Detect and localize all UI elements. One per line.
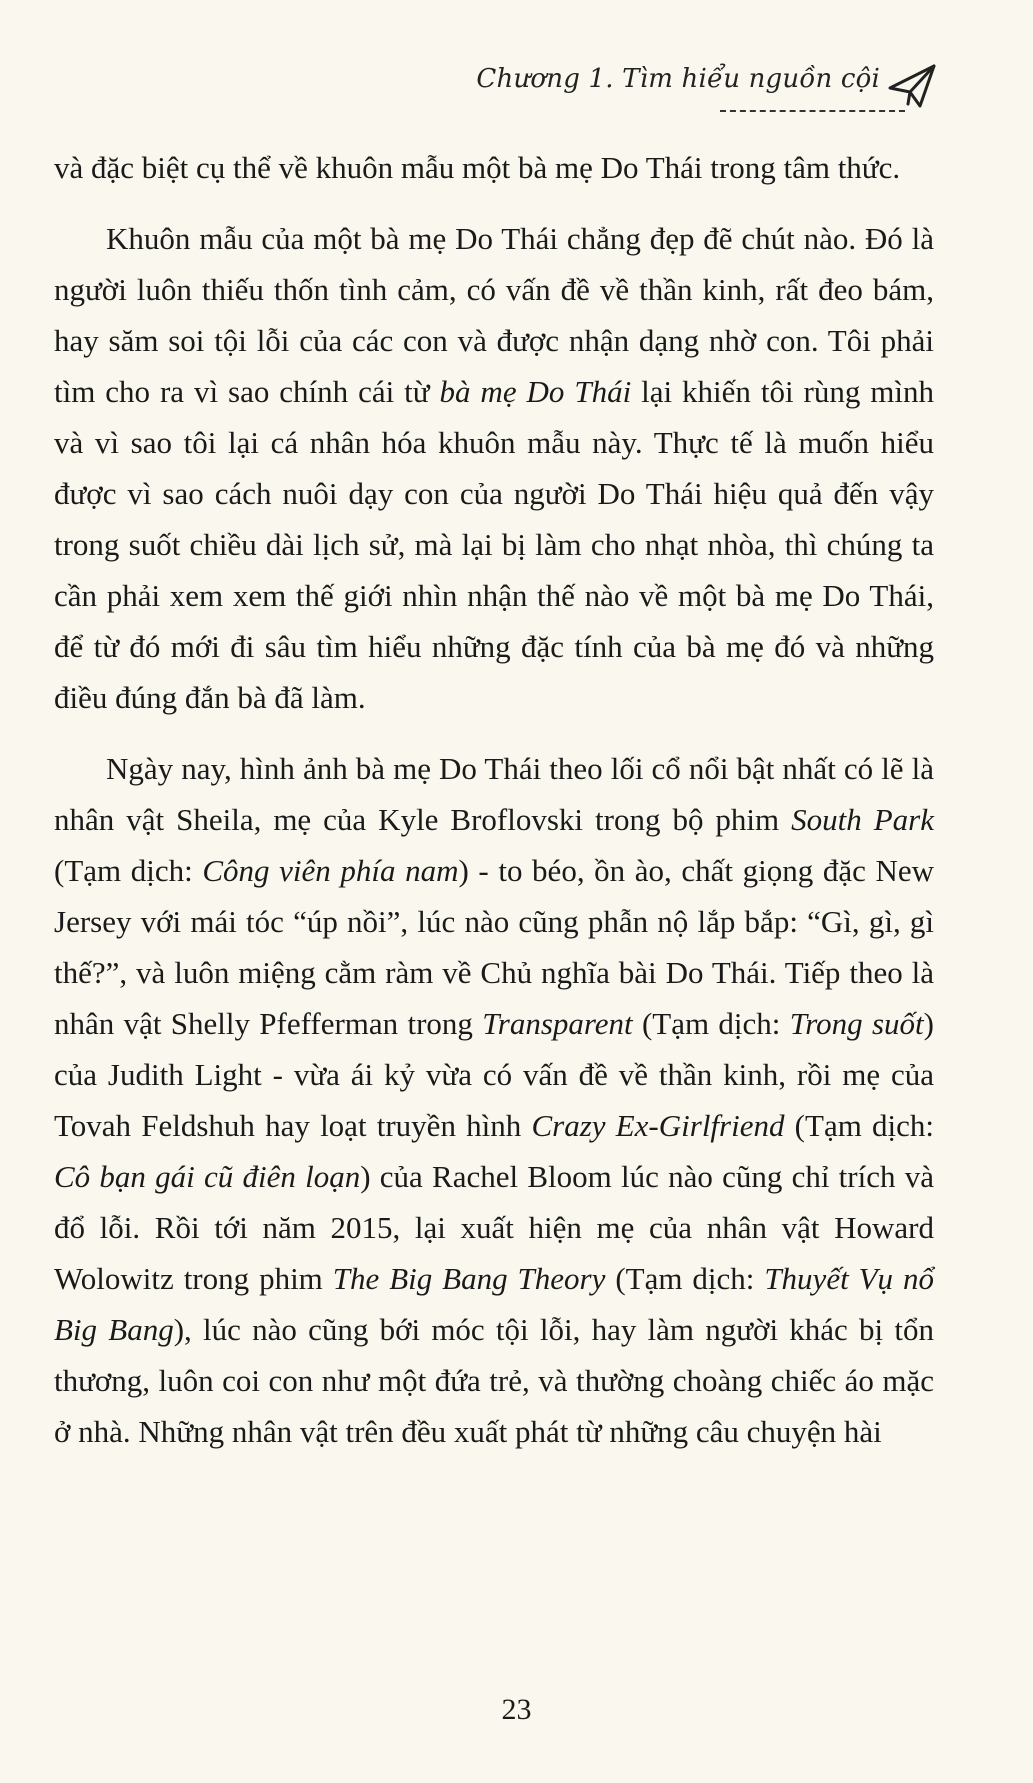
paragraph-text: ) của Judith Light - vừa ái kỷ vừa có vấn đề về thần kinh, rồi mẹ của Tovah Feldshuh hay loạt truyền hình (54, 1006, 934, 1143)
running-header (476, 58, 938, 117)
paragraph (54, 142, 934, 193)
italic-title-text: Trong suốt (789, 1006, 924, 1041)
paragraph-text: lại khiến tôi rùng mình và vì sao tôi lại cá nhân hóa khuôn mẫu này. Thực tế là muốn hiểu được vì sao cách nuôi dạy con của người Do Thái hiệu quả đến vậy trong suốt chiều dài lịch sử, mà lại bị làm cho nhạt nhòa, thì chúng ta cần phải xem xem thế giới nhìn nhận thế nào về một bà mẹ Do Thái, để từ đó mới đi sâu tìm hiểu những đặc tính của bà mẹ đó và những điều đúng đắn bà đã làm. (54, 374, 934, 715)
header-dashed-line (720, 110, 905, 112)
paragraph-text: (Tạm dịch: (54, 853, 203, 888)
italic-title-text: Cô bạn gái cũ điên loạn (54, 1159, 361, 1194)
italic-title-text: Crazy Ex-Girlfriend (531, 1108, 785, 1143)
italic-title-text: South Park (791, 802, 934, 837)
paragraph-text: ), lúc nào cũng bới móc tội lỗi, hay làm người khác bị tổn thương, luôn coi con như một đứa trẻ, và thường choàng chiếc áo mặc ở nhà. Những nhân vật trên đều xuất phát từ những câu chuyện hài (54, 1312, 934, 1449)
paragraph-text: Khuôn mẫu của một bà mẹ Do Thái chẳng đẹp đẽ chút nào. Đó là người luôn thiếu thốn tình cảm, có vấn đề về thần kinh, rất đeo bám, hay săm soi tội lỗi của các con và được nhận dạng nhờ con. Tôi phải tìm cho ra vì sao chính cái từ (54, 221, 934, 409)
italic-title-text: The Big Bang Theory (332, 1261, 606, 1296)
paragraph-text: Ngày nay, hình ảnh bà mẹ Do Thái theo lối cổ nổi bật nhất có lẽ là nhân vật Sheila, mẹ của Kyle Broflovski trong bộ phim (54, 751, 934, 837)
paragraph-text: (Tạm dịch: (784, 1108, 934, 1143)
page-number: 23 (501, 1693, 532, 1726)
paragraph-text: (Tạm dịch: (605, 1261, 765, 1296)
chapter-title: Chương 1. Tìm hiểu nguồn cội (476, 64, 880, 94)
paragraph-text: và đặc biệt cụ thể về khuôn mẫu một bà mẹ Do Thái trong tâm thức. (54, 150, 901, 185)
paragraph-text: ) của Rachel Bloom lúc nào cũng chỉ trích và đổ lỗi. Rồi tới năm 2015, lại xuất hiện mẹ của nhân vật Howard Wolowitz trong phim (54, 1159, 934, 1296)
italic-title-text: Thuyết Vụ nổ Big Bang (54, 1261, 934, 1347)
italic-title-text: Công viên phía nam (202, 853, 459, 888)
body-text (54, 142, 934, 1477)
paragraph (54, 213, 934, 723)
paragraph-text: ) - to béo, ồn ào, chất giọng đặc New Jersey với mái tóc “úp nồi”, lúc nào cũng phẫn nộ lắp bắp: “Gì, gì, gì thế?”, và luôn miệng cằm ràm về Chủ nghĩa bài Do Thái. Tiếp theo là nhân vật Shelly Pfefferman trong (54, 853, 935, 1041)
paragraph (54, 743, 934, 1457)
italic-title-text: bà mẹ Do Thái (439, 374, 632, 409)
italic-title-text: Transparent (482, 1006, 633, 1041)
paragraph-text: (Tạm dịch: (632, 1006, 790, 1041)
paper-plane-icon (880, 58, 938, 117)
